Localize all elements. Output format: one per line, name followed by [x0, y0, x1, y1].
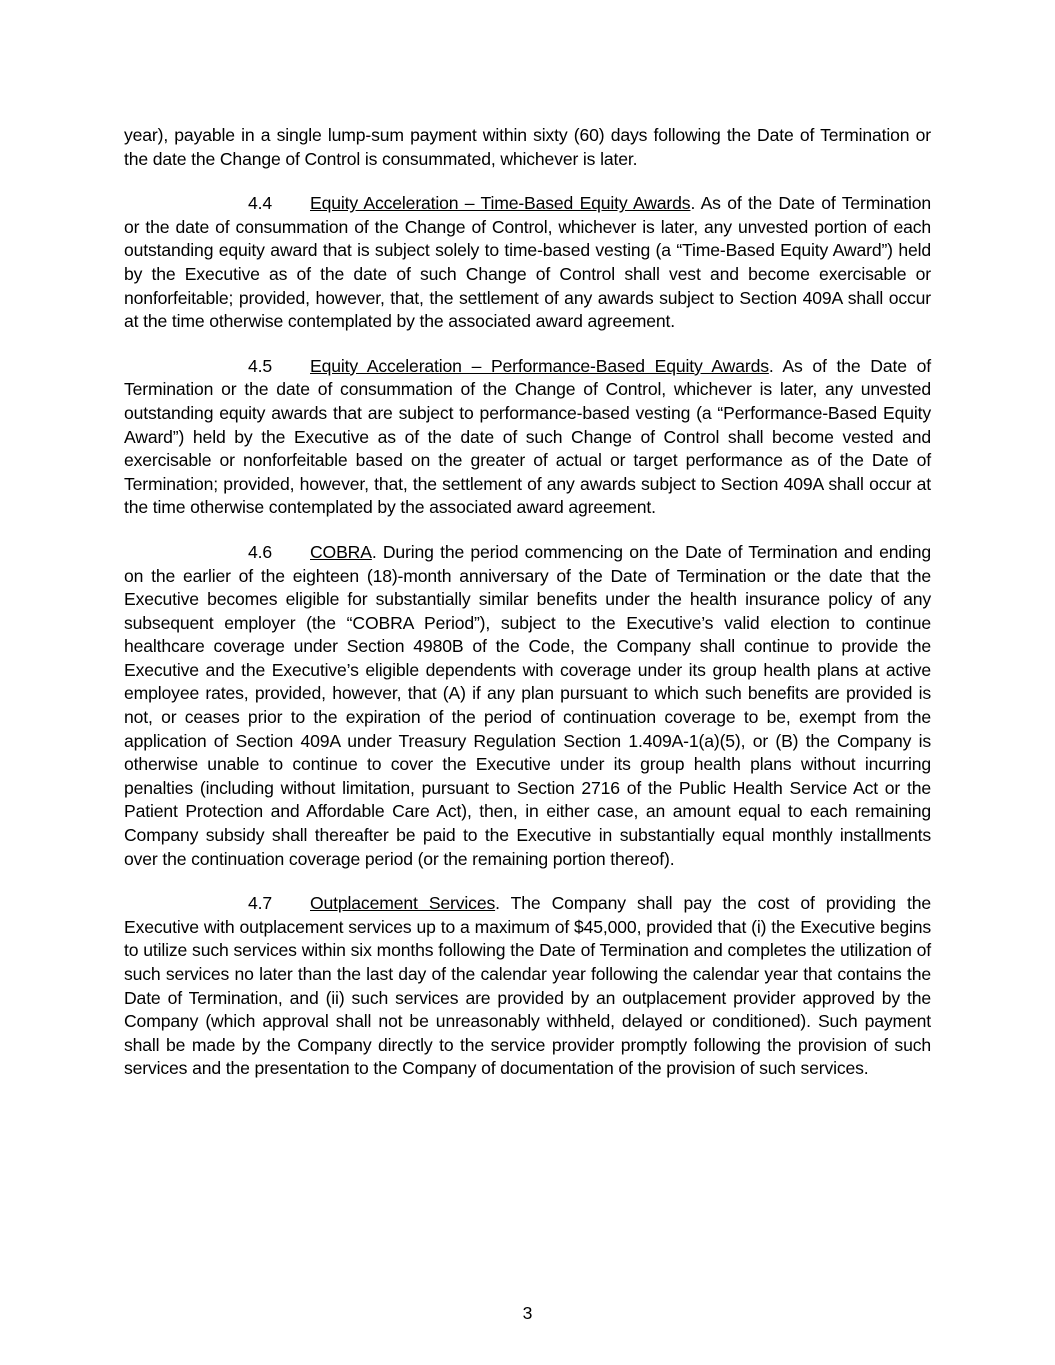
section-4-5 [124, 355, 931, 520]
section-number: 4.7 [248, 893, 273, 914]
section-heading: Equity Acceleration – Performance-Based Equity Awards [310, 355, 769, 376]
paragraph-spacer [124, 871, 931, 892]
page-number: 3 [522, 1303, 533, 1323]
section-body: . As of the Date of Termination or the date of consummation of the Change of Control, whichever is later, any unvested portion of each outstanding equity award that is subject solely to time-based vesting (a “Time-Based Equity Award”) held by the Executive as of the date of such Change of Control shall vest and become exercisable or nonforfeitable; provided, however, that, the settlement of any awards subject to Section 409A shall occur at the time otherwise contemplated by the associated award agreement. [124, 193, 932, 332]
section-body: . The Company shall pay the cost of providing the Executive with outplacement services up to a maximum of $45,000, provided that (i) the Executive begins to utilize such services within six months following the Date of Termination and completes the utilization of such services no later than the last day of the calendar year following the calendar year that contains the Date of Termination, and (ii) such services are provided by an outplacement provider approved by the Company (which approval shall not be unreasonably withheld, delayed or conditioned). Such payment shall be made by the Company directly to the service provider promptly following the provision of such services and the presentation to the Company of documentation of the provision of such services. [124, 893, 932, 1079]
section-number: 4.6 [248, 541, 273, 562]
section-heading: Equity Acceleration – Time-Based Equity Awards [310, 193, 691, 214]
continuation-paragraph: year), payable in a single lump-sum payment within sixty (60) days following the Date of Termination or the date the Change of Control is consummated, whichever is later. [124, 125, 931, 169]
section-body: . As of the Date of Termination or the date of consummation of the Change of Control, whichever is later, any unvested outstanding equity awards that are subject to performance-based vesting (a “Performance-Based Equity Award”) held by the Executive as of the date of such Change of Control shall become vested and exercisable or nonforfeitable based on the greater of actual or target performance as of the Date of Termination; provided, however, that, the settlement of any awards subject to Section 409A shall occur at the time otherwise contemplated by the associated award agreement. [124, 355, 931, 518]
paragraph-spacer [124, 171, 931, 192]
paragraph-spacer [124, 520, 931, 541]
document-page [124, 124, 931, 1081]
section-heading: COBRA [310, 541, 372, 562]
section-4-7 [124, 892, 931, 1081]
section-body: . During the period commencing on the Date of Termination and ending on the earlier of the eighteen (18)-month anniversary of the Date of Termination or the date that the Executive becomes eligible for substantially similar benefits under the health insurance policy of any subsequent employer (the “COBRA Period”), subject to the Executive’s valid election to continue healthcare coverage under Section 4980B of the Code, the Company shall continue to provide the Executive and the Executive’s eligible dependents with coverage under its group health plans at active employee rates, provided, however, that (A) if any plan pursuant to which such benefits are provided is not, or ceases prior to the expiration of the period of continuation coverage to be, exempt from the application of Section 409A under Treasury Regulation Section 1.409A-1(a)(5), or (B) the Company is otherwise unable to continue to cover the Executive under its group health plans without incurring penalties (including without limitation, pursuant to Section 2716 of the Public Health Service Act or the Patient Protection and Affordable Care Act), then, in either case, an amount equal to each remaining Company subsidy shall thereafter be paid to the Executive in substantially equal monthly installments over the continuation coverage period (or the remaining portion thereof). [124, 541, 931, 869]
section-4-4 [124, 192, 931, 334]
section-number: 4.4 [248, 193, 273, 214]
section-number: 4.5 [248, 355, 273, 376]
section-heading: Outplacement Services [310, 893, 496, 914]
section-4-6 [124, 541, 931, 871]
paragraph-spacer [124, 334, 931, 355]
